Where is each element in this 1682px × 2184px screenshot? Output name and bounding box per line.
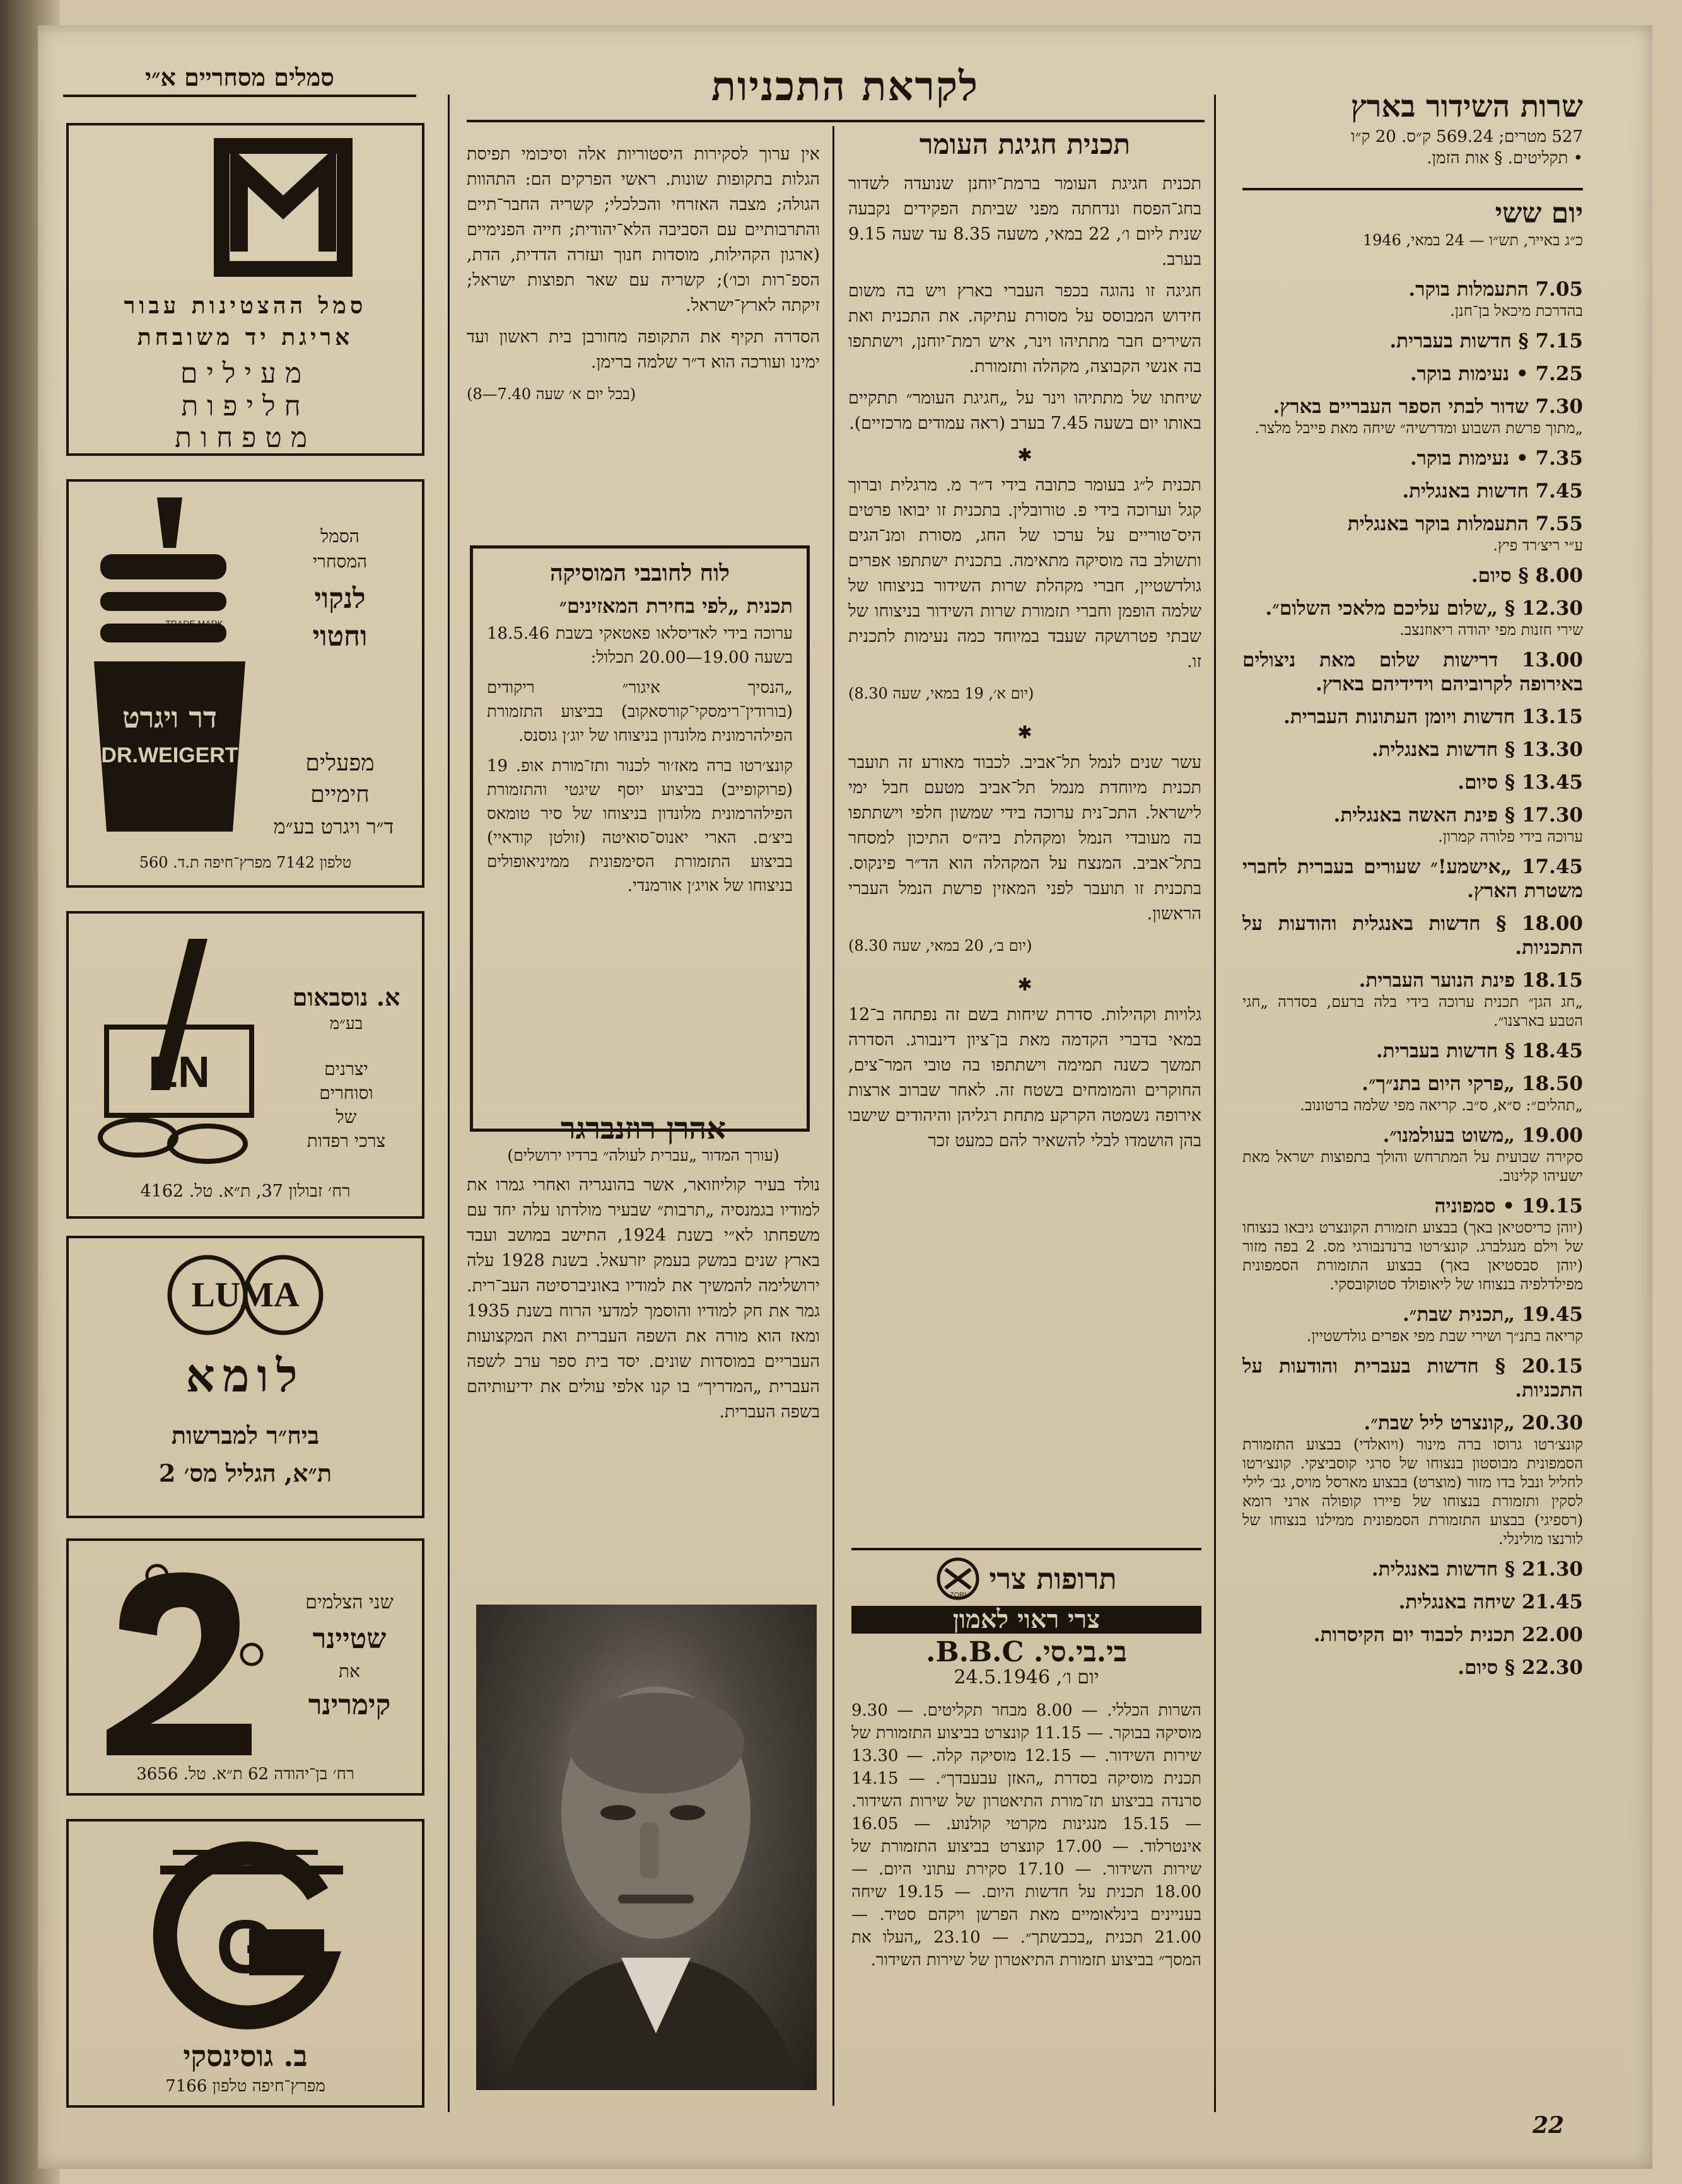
schedule-item-title: 7.15 § חדשות בעברית. <box>1389 330 1583 352</box>
schedule-date: כ״ג באייר, תש״ו — 24 במאי, 1946 <box>1362 231 1583 249</box>
schedule-item <box>1242 1590 1583 1614</box>
ad-photographers <box>66 1538 424 1796</box>
schedule-item <box>1242 1656 1583 1680</box>
m-logo-icon <box>211 135 356 280</box>
schedule-item <box>1242 1411 1583 1548</box>
ad5-line-4: קימרינר <box>308 1689 391 1721</box>
schedule-item-title: 7.30 שדור לבתי הספר העבריים בארץ. <box>1273 395 1583 418</box>
rosenberger-article <box>467 1111 820 1431</box>
ad2-line-1: הסמל <box>320 526 359 547</box>
schedule-item-title: 7.35 • נעימות בוקר. <box>1410 447 1583 470</box>
music-lovers-box <box>470 545 810 1132</box>
schedule-item <box>1242 564 1583 588</box>
schedule-item <box>1242 912 1583 960</box>
separator-star: ✱ <box>1017 444 1032 465</box>
music-box-paragraph-3: קונצ׳רטו ברה מאז׳ור לכנור ותז־מורת אופ. 19 (פרוקופייב) בביצוע יוסף שיגטי והתזמורת הפילהרמונית מלונדון בניצוחו של סיר טומאס ביצ׳ם. הארי יאנוס־סואיטה (זולטן קודאיי) בביצוע התזמורת הסימפונית ממיניאופולים בניצוחו של אויג׳ן אורמנדי. <box>487 757 793 895</box>
schedule-item <box>1242 1194 1583 1294</box>
ad4-line-1: ביח״ר למברשות <box>171 1421 320 1449</box>
upholstery-logo-text: EN <box>148 1047 210 1096</box>
ad3-name: א. נוסבאום <box>292 983 400 1011</box>
gusinsky-name: ב. גוסינסקי <box>183 2039 308 2073</box>
luma-logo-text: LUMA <box>191 1275 300 1315</box>
history-paragraph-1: אין ערוך לסקירות היסטוריות אלה וסיכומי תפיסת הגלות בתקופות שונות. ראשי הפרקים הם: התהוות הגולה; מצבה האזרחי והכלכלי; קשריה החבר־תיים והתרבותיים עם הסביבה הלא־יהודית; חייה הפנימיים (ארגון הקהילות, מוסדות חנוך ועזרה הדדית, הדת, הספ־רות וכו׳); קשריה עם שאר תפוצות ישראל; זיקתה לארץ־ישראל. <box>467 144 820 315</box>
ad5-address: רח׳ בן־יהודה 62 ת״א. טל. 3656 <box>136 1765 354 1784</box>
ad-weaving <box>66 123 424 456</box>
column-rule <box>448 95 450 2112</box>
schedule-item-detail: (יוהן כריסטיאן באך) בבצוע תזמורת הקונצרט גיבאו בנצוחו של וילם מנגלברג. קונצ׳רטו ברנדנבורגי מס. 2 בפה מזור (יוהן סבסטיאן באך) בבצוע התזמורת הסמפונית מפילדלפיה בנצוחו של ליאופולד סטוקובסקי. <box>1242 1219 1583 1293</box>
ad4-line-2: ת״א, הגליל מס׳ 2 <box>158 1459 332 1487</box>
schedule-item <box>1242 1072 1583 1115</box>
schedule-item-title: 13.30 § חדשות באנגלית. <box>1371 738 1583 761</box>
schedule-item <box>1242 1623 1583 1647</box>
zori-logo-icon <box>936 1557 980 1601</box>
ad1-line-2: אריגת יד משובחת <box>137 324 354 351</box>
schedule-item <box>1242 329 1583 353</box>
ad3-line-4: וסוחרים <box>319 1083 373 1103</box>
luma-name: לומא <box>185 1349 305 1402</box>
ad3-line-2: בע״מ <box>329 1014 363 1033</box>
history-column <box>467 142 820 421</box>
luma-logo-icon <box>163 1251 327 1339</box>
music-box-paragraph-2: „הנסיך איגור״ ריקודים (בורודין־רימסקי־קורסאקוב) בביצוע התזמורת הפילהרמונית מלונדון בניצוחו של יוג׳ן גוסנס. <box>487 678 793 745</box>
ad1-line-3: מעילים <box>180 357 311 390</box>
schedule-item <box>1242 596 1583 639</box>
g-logo-letter: G <box>216 1905 275 1989</box>
ad5-line-1: שני הצלמים <box>305 1591 394 1613</box>
ad3-line-6: צרכי רפדות <box>307 1130 386 1151</box>
zori-brand: תרופות צרי <box>989 1562 1117 1596</box>
schedule-item-title: 20.30 „קונצרט ליל שבת״. <box>1364 1412 1583 1434</box>
schedule-item-detail: „חג הגן״ תכנית ערוכה בידי בלה ברעם, בסדרה „חגי הטבע בארצנו״. <box>1242 993 1583 1030</box>
schedule-item <box>1242 770 1583 794</box>
omer-title: תכנית חגיגת העומר <box>919 129 1131 161</box>
ad-luma <box>66 1236 424 1518</box>
schedule-item <box>1242 446 1583 470</box>
schedule-item-title: 7.05 התעמלות בוקר. <box>1408 278 1583 301</box>
omer-paragraph-4: תכנית ל״ג בעומר כתובה בידי ד״ר מ. מרגלית וברוך קגל וערוכה בידי פ. טורובלין. בתכנית זו יבואו פרטים היס־טוריים על ערכו של החג, מסורת ומנ־הגים ותשולב בה מוסיקה מתאימה. בתכנית ישתתפו אפרים גולדשטיין, חברי מקהלת שרות השידור בניצוחו של שלמה הופמן וחברי תזמורת שרות השידור בניצוחו של שבתי פטרושקה שעבד במיוחד כמה נעימות לתכנית זו. <box>848 475 1201 671</box>
music-box-subtitle: תכנית „לפי בחירת המאזינים״ <box>559 594 793 618</box>
rosenberger-bio: נולד בעיר קוליוזואר, אשר בהונגריה ואחרי גמרו את למודיו בגמנסיה „תרבות״ שבעיר מולדתו עלה יחד עם משפחתו לא״י בשנת 1924, התישב במושב ועבד בארץ שנים במשק בעמק יזרעאל. בשנת 1928 עלה ירושלימה להמשיך את למודיו באוניברסיטה העב־רית. גמר את חק למודיו והוסמך למדעי הרוח בשנת 1935 ומאז הוא מורה את השפה העברית ואת המקצועות העבריים במוסדות שונים. יסד בית ספר ערב לשפה העברית „המדריך״ בו קנו אלפי עולים את ידיעותיהם בשפה העברית. <box>467 1175 820 1422</box>
ad-gusinsky <box>66 1819 424 2108</box>
weigert-can-english: DR.WEIGERT <box>101 743 238 767</box>
schedule-item <box>1242 855 1583 903</box>
schedule-meta-2: • תקליטים. § אות הזמן. <box>1427 149 1583 168</box>
upholstery-logo-icon <box>81 926 271 1172</box>
gusinsky-phone: מפרץ־חיפה טלפון 7166 <box>165 2077 325 2096</box>
omer-paragraph-5: עשר שנים לנמל תל־אביב. לכבוד מאורע זה תועבר תכנית מיוחדת מנמל תל־אביב מטעם חבל ימי לישראל. התכ־נית ערוכה בידי שמשון חלפי וישתתפו בה מעובדי הנמל ומקהלת ביה״ס התיכון למסחר בתל־אביב. המנצח על המקהלה הוא הד״ר פינקוס. בתכנית זו תועבר לפני המאזין פרשת הנמל העברי הראשון. <box>848 753 1201 924</box>
bbc-programme: השרות הכללי. — 8.00 מבחר תקליטים. — 9.30 מוסיקה בבוקר. — 11.15 קונצרט בביצוע התזמורת של שירות השידור. — 12.15 מוסיקה קלה. — 13.30 תכנית מוסיקה בסדרת „האזן עבעבדך״. — 14.15 סרנדה בביצוע תז־מורת התיאטרון של שירות השידור. — 15.15 מנגינות מקרטי קולנוע. — 16.05 אינטרלוד. — 17.00 קונצרט בביצוע התזמורת של שירות השידור. — 17.10 סקירת עתוני היום. — 18.00 תכנית על חדשות היום. — 19.15 שיחה בעניינים בינלאומיים מאת הפרשן ויקהם סטיד. — 21.00 תכנית „בכבשתך״. — 23.10 „העלו את המסך״ בביצוע תזמורת התיאטרון של שירות השידור. <box>851 1701 1202 1970</box>
omer-paragraph-6: גלויות וקהילות. סדרת שיחות בשם זה נפתחה ב־12 במאי בדברי הקדמה מאת בן־ציון דינבורג. הסדרה תמשך כשנה תמימה וישתתפו בה טובי המר־צים, החוקרים והמומחים בשטח זה. לאחר שברוב ארצות אירופה נשמטה הקרקע מתחת רגליהן והיהודים שישבו בהן הושמדו לבלי להשאיר להם כמעט זכר <box>848 1005 1201 1151</box>
schedule-item-title: 7.55 התעמלות בוקר באנגלית <box>1347 513 1583 535</box>
omer-paragraph-1: תכנית חגיגת העומר ברמת־יוחנן שנועדה לשדור בחג־הפסח ונדחתה מפני שביתת הפקידים נקבעה שנית ליום ו׳, 22 במאי, משעה 8.35 עד שעה 9.15 בערב. <box>848 174 1201 269</box>
ad2-line-4: וחטוי <box>312 620 368 653</box>
zori-slogan: צרי ראוי לאמון <box>851 1606 1201 1634</box>
schedule-item-detail: שירי חזנות מפי יהודה ריאוזנצב. <box>1399 621 1583 639</box>
ad3-line-5: של <box>336 1107 357 1127</box>
separator-star: ✱ <box>1017 974 1032 995</box>
schedule-item-title: 21.30 § חדשות באנגלית. <box>1371 1558 1583 1581</box>
ad1-line-5: מטפחות <box>175 422 316 454</box>
schedule-day: יום ששי <box>1495 197 1583 229</box>
schedule-item-title: 19.00 „משוט בעולמנו״. <box>1382 1124 1583 1147</box>
schedule-item-title: 17.45 „אישמע!״ שעורים בעברית לחברי משטרת הארץ. <box>1242 856 1583 902</box>
schedule-item-detail: „תהלים״: ס״א, ס״ב. קריאה מפי שלמה ברטונוב. <box>1300 1096 1583 1114</box>
ad2-line-6: חימיים <box>310 782 370 808</box>
schedule-item-title: 18.50 „פרקי היום בתנ״ך״. <box>1362 1072 1583 1095</box>
ad1-line-4: חליפות <box>181 390 310 422</box>
weigert-trademark: TRADE MARK <box>165 619 223 629</box>
zori-mark: ZORI <box>950 1591 967 1599</box>
omer-column <box>848 129 1201 1160</box>
weigert-can-icon <box>75 491 264 844</box>
schedule-item-title: 22.00 תכנית לכבוד יום הקיסרות. <box>1313 1623 1583 1646</box>
schedule-title: שרות השידור בארץ <box>1350 89 1583 124</box>
portrait-photo <box>476 1605 817 2090</box>
schedule-item <box>1242 738 1583 762</box>
schedule-item-title: 21.45 שיחה באנגלית. <box>1398 1591 1583 1613</box>
schedule-item-detail: סקירה שבועית על המתרחש והולך בתפוצות ישראל מאת ישעיהו קלינוב. <box>1242 1148 1583 1185</box>
schedule-item-title: 12.30 § „שלום עליכם מלאכי השלום״. <box>1265 597 1583 620</box>
zori-ad <box>851 1548 1201 1634</box>
ad2-phone: טלפון 7142 מפרץ־חיפה ת.ד. 560 <box>139 854 352 871</box>
omer-cite-1: (יום א׳, 19 במאי, שעה 8.30) <box>848 685 1034 702</box>
portrait-illustration <box>476 1605 817 2090</box>
main-title: לקראת התכניות <box>711 63 979 110</box>
schedule-item-title: 7.45 חדשות באנגלית. <box>1402 480 1583 502</box>
schedule-item-title: 17.30 § פינת האשה באנגלית. <box>1333 804 1583 827</box>
schedule-item <box>1242 479 1583 503</box>
schedule-item <box>1242 1039 1583 1063</box>
schedule-item <box>1242 1354 1583 1402</box>
column-rule <box>1214 95 1216 2112</box>
ads-title: סמלים מסחריים א״י <box>145 63 334 91</box>
ad3-line-3: יצרנים <box>324 1059 368 1079</box>
schedule-item <box>1242 362 1583 386</box>
schedule-meta-1: 527 מטרים; 569.24 ק״ס. 20 ק״ו <box>1350 127 1583 146</box>
weigert-can-hebrew: דר ויגרט <box>122 700 218 735</box>
schedule-meta <box>1242 126 1583 169</box>
history-paragraph-2: הסדרה תקיף את התקופה מחורבן בית ראשון ועד ימינו ועורכה הוא ד״ר שלמה ברימן. <box>467 327 820 372</box>
separator-star: ✱ <box>1017 722 1032 743</box>
schedule-list <box>1242 277 1583 1680</box>
ad5-line-2: שטיינר <box>312 1623 387 1655</box>
schedule-item <box>1242 395 1583 438</box>
schedule-item-title: 13.45 § סיום. <box>1457 771 1583 794</box>
schedule-item-detail: ערוכה בידי פלורה קמרון. <box>1438 828 1583 845</box>
schedule-item <box>1242 968 1583 1030</box>
g-crane-logo-icon <box>135 1837 356 2033</box>
rosenberger-name: אהרן רוזנברגר <box>561 1111 726 1146</box>
schedule-item-title: 7.25 • נעימות בוקר. <box>1410 363 1583 385</box>
schedule-item-detail: בהדרכת מיכאל בן־חנן. <box>1450 302 1583 320</box>
schedule-item-detail: קריאה בתנ״ך ושירי שבת מפי אפרים גולדשטיין. <box>1306 1327 1583 1345</box>
schedule-item-title: 8.00 § סיום. <box>1471 564 1583 587</box>
history-cite: (בכל יום א׳ שעה 7.40—8) <box>467 385 636 403</box>
ad2-line-2: המסחרי <box>312 551 368 572</box>
schedule-item-detail: ע״י ריצ׳רד פיץ. <box>1493 537 1583 554</box>
schedule-item <box>1242 1303 1583 1345</box>
schedule-item-title: 18.15 פינת הנוער העברית. <box>1358 969 1583 992</box>
schedule-item-title: 19.15 • סמפוניה <box>1434 1195 1583 1217</box>
ad2-line-5: מפעלים <box>305 750 375 776</box>
schedule-item <box>1242 648 1583 696</box>
column-rule <box>832 126 834 2106</box>
schedule-item <box>1242 512 1583 555</box>
schedule-item-title: 20.15 § חדשות בעברית והודעות על התכניות. <box>1242 1355 1583 1402</box>
photographers-logo-icon <box>81 1554 283 1762</box>
rosenberger-role: (עורך המדור „עברית לעולה״ ברדיו ירושלים) <box>507 1146 780 1165</box>
schedule-column <box>1242 89 1583 1688</box>
schedule-item-title: 22.30 § סיום. <box>1457 1656 1583 1679</box>
ad1-line-1: סמל ההצטינות עבור <box>124 293 367 319</box>
music-box-title: לוח לחובבי המוסיקה <box>549 560 730 586</box>
schedule-item-title: 18.45 § חדשות בעברית. <box>1375 1040 1583 1062</box>
ad-nussbaum <box>66 911 424 1219</box>
ad2-line-3: לנקוי <box>314 583 366 615</box>
ad5-line-3: את <box>339 1661 360 1682</box>
bbc-column <box>851 1548 1201 1978</box>
schedule-item <box>1242 803 1583 846</box>
bbc-title: בי.בי.סי. B.B.C. <box>926 1636 1127 1668</box>
schedule-item <box>1242 1124 1583 1185</box>
omer-paragraph-2: חגיגה זו נהוגה בכפר העברי בארץ ויש בה משום חידוש המבוסס על מסורת עתיקה. את התכנית ואת השירים חבר מתתיהו וינר, איש רמת־יוחנן, וישתתפו בה אנשי הקבוצה, מקהלה ותזמורת. <box>848 281 1201 376</box>
schedule-item-title: 18.00 § חדשות באנגלית והודעות על התכניות. <box>1242 912 1583 959</box>
page-number: 22 <box>1533 2112 1565 2139</box>
bbc-date: יום ו׳, 24.5.1946 <box>954 1666 1099 1688</box>
omer-cite-2: (יום ב׳, 20 במאי, שעה 8.30) <box>848 937 1032 955</box>
music-box-paragraph-1: ערוכה בידי לאדיסלאו פאטאקי בשבת 18.5.46 בשעה 19.00—20.00 תכלול: <box>487 624 793 667</box>
omer-paragraph-3: שיחתו של מתתיהו וינר על „חגיגת העומר״ תתקיים באותו יום בשעה 7.45 בערב (ראה עמודים מרכזיים). <box>848 388 1201 433</box>
schedule-item-title: 13.15 חדשות ויומן העתונות העברית. <box>1283 706 1583 728</box>
schedule-item-detail: „מתוך פרשת השבוע ומדרשיה״ שיחה מאת פייבל מלצר. <box>1254 419 1583 437</box>
schedule-item <box>1242 277 1583 320</box>
schedule-item <box>1242 1557 1583 1581</box>
ad3-address: רח׳ זבולון 37, ת״א. טל. 4162 <box>140 1182 351 1201</box>
schedule-item-detail: קונצ׳רטו גרוסו ברה מינור (ויואלדי) בבצוע התזמורת הסמפונית מבוסטון בנצוחו של סרגי קוסביצקי. קונצ׳רטו לחליל ונבל בדו מזור (מוצרט) בבצוע מארסל מויס, גב׳ לילי לסקין ותזמורת בנצוחו של פיירו קופולה ארני רומא (רספיגי) בבצוע התזמורת הסמפונית ממילנו בנצוחו של לורנצו מולינלי. <box>1242 1436 1583 1548</box>
ad2-company: ד״ר ויגרט בע״מ <box>273 815 394 839</box>
ad-dr-weigert <box>66 479 424 888</box>
schedule-item-title: 19.45 „תכנית שבת״. <box>1402 1303 1583 1326</box>
title-rule <box>467 120 1205 122</box>
ads-rule <box>63 95 416 97</box>
schedule-item-title: 13.00 דרישות שלום מאת ניצולים באירופה לקרוביהם וידידיהם בארץ. <box>1242 649 1583 695</box>
schedule-item <box>1242 705 1583 729</box>
